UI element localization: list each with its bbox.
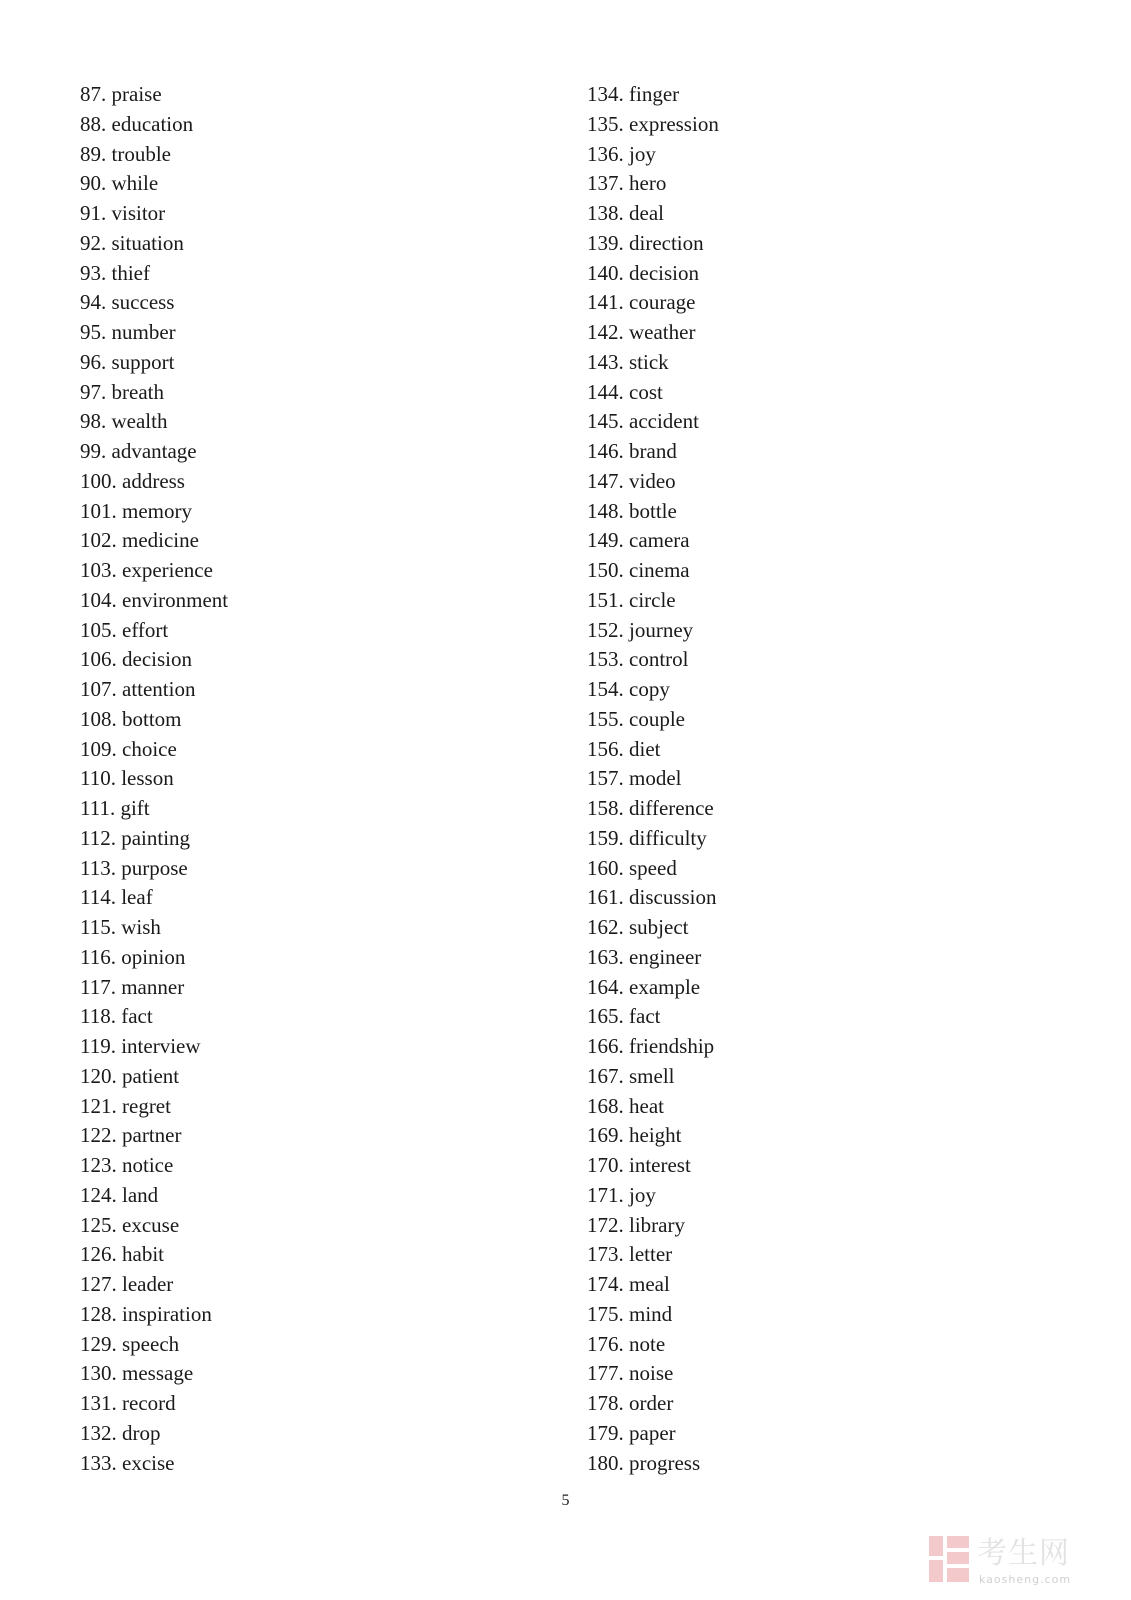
word-list-item: 103. experience: [80, 558, 213, 582]
word-list-item: 131. record: [80, 1391, 176, 1415]
word-list-left-column: [80, 80, 228, 1478]
word-list-item: 104. environment: [80, 587, 229, 612]
word-list-item: 142. weather: [587, 320, 696, 344]
word-list-item: 115. wish: [80, 915, 161, 939]
word-list-item: 150. cinema: [587, 558, 690, 582]
word-list-item: 161. discussion: [587, 885, 717, 910]
word-list-item: 114. leaf: [80, 885, 153, 910]
word-list-item: 130. message: [80, 1361, 194, 1386]
word-list-item: 92. situation: [80, 230, 184, 255]
watermark-logo-icon: [929, 1536, 969, 1582]
word-list-item: 87. praise: [80, 82, 162, 106]
word-list-item: 151. circle: [587, 587, 676, 612]
word-list-item: 144. cost: [587, 379, 663, 404]
word-list-item: 129. speech: [80, 1331, 180, 1356]
word-list-item: 177. noise: [587, 1361, 674, 1386]
word-list-item: 154. copy: [587, 677, 670, 701]
word-list-item: 122. partner: [80, 1123, 182, 1148]
word-list-item: 111. gift: [80, 796, 150, 820]
word-list-item: 175. mind: [587, 1301, 673, 1326]
word-list-item: 166. friendship: [587, 1034, 715, 1058]
word-list-item: 125. excuse: [80, 1212, 180, 1237]
word-list-item: 102. medicine: [80, 528, 199, 553]
word-list-item: 152. journey: [587, 617, 694, 642]
word-list-item: 120. patient: [80, 1063, 180, 1088]
word-list-item: 137. hero: [587, 171, 667, 196]
word-list-item: 101. memory: [80, 498, 192, 523]
word-list-item: 93. thief: [80, 260, 150, 285]
word-list-item: 108. bottom: [80, 706, 182, 731]
word-list-item: 160. speed: [587, 855, 677, 880]
word-list-item: 167. smell: [587, 1063, 675, 1088]
word-list-item: 145. accident: [587, 409, 699, 434]
watermark-text: 考生网: [977, 1536, 1070, 1571]
word-list-item: 165. fact: [587, 1004, 661, 1029]
word-list-item: 112. painting: [80, 825, 191, 850]
word-list-item: 170. interest: [587, 1153, 691, 1177]
word-list-item: 139. direction: [587, 230, 704, 255]
word-list-item: 135. expression: [587, 111, 719, 136]
word-list-item: 159. difficulty: [587, 825, 707, 850]
word-list-item: 155. couple: [587, 706, 685, 731]
word-list-item: 141. courage: [587, 290, 696, 315]
word-list-item: 123. notice: [80, 1153, 174, 1177]
word-list-item: 162. subject: [587, 915, 689, 939]
word-list-item: 179. paper: [587, 1420, 676, 1445]
word-list-item: 168. heat: [587, 1093, 664, 1118]
word-list-item: 107. attention: [80, 677, 196, 701]
word-list-item: 172. library: [587, 1212, 685, 1237]
word-list-item: 164. example: [587, 974, 701, 999]
word-list-item: 178. order: [587, 1391, 674, 1415]
word-list-item: 169. height: [587, 1123, 682, 1148]
page-number: 5: [561, 1492, 570, 1509]
word-list-item: 146. brand: [587, 439, 677, 463]
word-list-item: 96. support: [80, 349, 175, 374]
word-list-item: 110. lesson: [80, 766, 174, 791]
word-list-item: 126. habit: [80, 1242, 164, 1267]
word-list-item: 140. decision: [587, 260, 699, 285]
word-list-item: 180. progress: [587, 1450, 701, 1475]
word-list-item: 91. visitor: [80, 201, 166, 225]
word-list-item: 119. interview: [80, 1034, 201, 1058]
word-list-item: 98. wealth: [80, 409, 168, 434]
word-list-item: 149. camera: [587, 528, 690, 553]
word-list-item: 163. engineer: [587, 944, 702, 969]
word-list-item: 176. note: [587, 1331, 666, 1356]
word-list-item: 113. purpose: [80, 855, 188, 880]
word-list-right-column: [587, 80, 719, 1478]
word-list-item: 173. letter: [587, 1242, 673, 1267]
word-list-item: 90. while: [80, 171, 159, 196]
word-list-item: 121. regret: [80, 1093, 171, 1118]
word-list-item: 117. manner: [80, 974, 185, 999]
word-list-item: 118. fact: [80, 1004, 153, 1029]
word-list-item: 100. address: [80, 468, 185, 493]
word-list-item: 133. excise: [80, 1450, 175, 1475]
word-list-item: 148. bottle: [587, 498, 677, 523]
word-list-item: 97. breath: [80, 379, 164, 404]
word-list-item: 128. inspiration: [80, 1301, 212, 1326]
word-list-item: 158. difference: [587, 796, 714, 820]
word-list-item: 105. effort: [80, 617, 169, 642]
word-list-item: 156. diet: [587, 736, 661, 761]
word-list-item: 157. model: [587, 766, 682, 791]
word-list-item: 143. stick: [587, 349, 669, 374]
word-list-item: 174. meal: [587, 1272, 670, 1296]
word-list-item: 171. joy: [587, 1182, 656, 1207]
word-list-item: 99. advantage: [80, 439, 197, 463]
word-list-item: 153. control: [587, 647, 689, 672]
word-list-item: 134. finger: [587, 82, 680, 106]
word-list-item: 116. opinion: [80, 944, 186, 969]
word-list-item: 106. decision: [80, 647, 192, 672]
word-list-item: 132. drop: [80, 1420, 161, 1445]
watermark-url: kaosheng.com: [979, 1573, 1072, 1586]
word-list-item: 88. education: [80, 111, 194, 136]
watermark: [929, 1536, 1109, 1588]
word-list-item: 109. choice: [80, 736, 177, 761]
word-list-item: 138. deal: [587, 201, 664, 225]
word-list-item: 94. success: [80, 290, 175, 315]
word-list-item: 124. land: [80, 1182, 159, 1207]
word-list-item: 127. leader: [80, 1272, 174, 1296]
word-list-item: 136. joy: [587, 141, 656, 166]
word-list-item: 89. trouble: [80, 141, 171, 166]
word-list-item: 95. number: [80, 320, 176, 344]
word-list-item: 147. video: [587, 468, 676, 493]
